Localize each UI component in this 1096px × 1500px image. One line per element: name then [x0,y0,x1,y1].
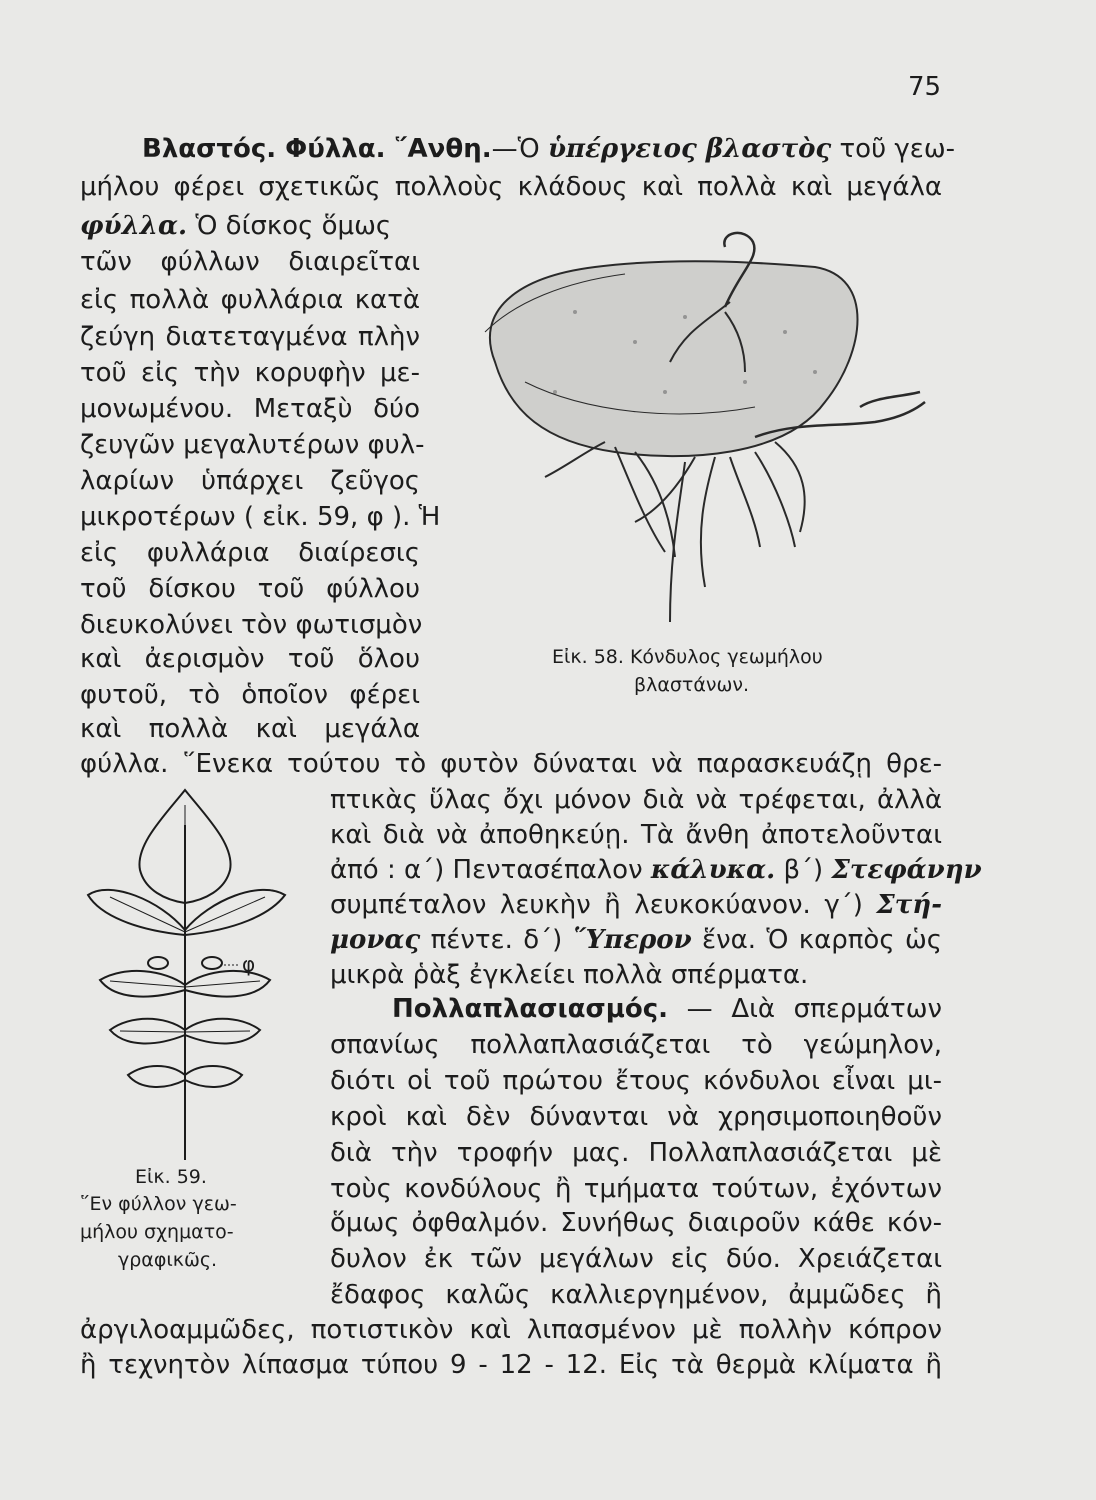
text-line: τοὺς κονδύλους ἢ τμήματα τούτων, ἐχόντων [330,1174,942,1204]
text-line: ὅμως ὀφθαλμόν. Συνήθως διαιροῦν κάθε κόν- [330,1208,942,1238]
page-number: 75 [908,72,942,102]
text-line: ἀργιλοαμμῶδες, ποτιστικὸν καὶ λιπασμένον μὲ πολλὴν κόπρον [80,1315,942,1345]
figure-58-caption: Εἰκ. 58. Κόνδυλος γεωμήλου [552,646,823,668]
text-line: τῶν φύλλων διαιρεῖται [80,247,420,277]
figure-59-caption: γραφικῶς. [118,1249,218,1271]
section-heading: Βλαστός. Φύλλα. ῞Ανθη. [142,134,492,164]
text-line: ζευγῶν μεγαλυτέρων φυλ- [80,430,425,460]
text-line: ζεύγη διατεταγμένα πλὴν [80,322,420,352]
term: φύλλα. [80,211,188,241]
figure-59-caption: ῞Εν φύλλον γεω- [80,1193,237,1215]
text-line: μονας πέντε. δ΄) ῞Υπερον ἕνα. Ὁ καρπὸς ὡς [330,925,942,955]
text-line: συμπέταλον λευκὴν ἢ λευκοκύανον. γ΄) Στή- [330,890,942,920]
text-line: διὰ τὴν τροφήν μας. Πολλαπλασιάζεται μὲ [330,1138,942,1168]
text-line: τοῦ εἰς τὴν κορυφὴν με- [80,358,420,388]
figure-59-caption: μήλου σχηματο- [80,1221,234,1243]
figure-58-potato-tuber [455,222,945,642]
text-line: ἔδαφος καλῶς καλλιεργημένον, ἀμμῶδες ἢ [330,1280,942,1310]
text-line: μήλου φέρει σχετικῶς πολλοὺς κλάδους καὶ πολλὰ καὶ μεγάλα [80,172,942,202]
figure-58-caption: βλαστάνων. [634,674,750,696]
term: μονας [330,925,421,955]
text-line: καὶ διὰ νὰ ἀποθηκεύῃ. Τὰ ἄνθη ἀποτελοῦνται [330,820,942,850]
term: ὑπέργειος βλαστὸς [547,134,832,164]
text-line: διευκολύνει τὸν φωτισμὸν [80,610,423,640]
text-line: τοῦ δίσκου τοῦ φύλλου [80,574,420,604]
text-line: φύλλα. ῞Ενεκα τούτου τὸ φυτὸν δύναται νὰ παρασκευάζῃ θρε- [80,749,942,779]
text-line: φυτοῦ, τὸ ὁποῖον φέρει [80,680,420,710]
text-line: καὶ ἀερισμὸν τοῦ ὅλου [80,644,420,674]
text-line: ἀπό : α΄) Πεντασέπαλον κάλυκα. β΄) Στεφάνην [330,855,982,885]
text-line: μικρὰ ῥὰξ ἐγκλείει πολλὰ σπέρματα. [330,960,809,990]
section-heading: Πολλαπλασιασμός. [392,994,669,1024]
text-line: λαρίων ὑπάρχει ζεῦγος [80,466,420,496]
text-line: εἰς φυλλάρια διαίρεσις [80,538,420,568]
text-line: Πολλαπλασιασμός. — Διὰ σπερμάτων [392,994,942,1024]
text-line: ἢ τεχνητὸν λίπασμα τύπου 9 - 12 - 12. Εἰς τὰ θερμὰ κλίματα ἢ [80,1350,942,1380]
text-line: σπανίως πολλαπλασιάζεται τὸ γεώμηλον, [330,1030,942,1060]
term: ῞Υπερον [572,925,692,955]
text-line: διότι οἱ τοῦ πρώτου ἔτους κόνδυλοι εἶναι μι- [330,1066,942,1096]
term: Στή- [876,890,942,920]
figure-59-label: φ [242,952,256,976]
text-line: πτικὰς ὕλας ὄχι μόνον διὰ νὰ τρέφεται, ἀλλὰ [330,785,942,815]
figure-59-potato-leaf [80,785,300,1165]
text-line: μονωμένου. Μεταξὺ δύο [80,394,420,424]
text-line: κροὶ καὶ δὲν δύνανται νὰ χρησιμοποιηθοῦν [330,1102,942,1132]
text-line: Βλαστός. Φύλλα. ῞Ανθη.—Ὁ ὑπέργειος βλαστὸς τοῦ γεω- [142,134,955,164]
text-line: μικροτέρων ( εἰκ. 59, φ ). Ἡ [80,502,441,532]
text-line: εἰς πολλὰ φυλλάρια κατὰ [80,285,420,315]
text-line: δυλον ἐκ τῶν μεγάλων εἰς δύο. Χρειάζεται [330,1244,942,1274]
term: κάλυκα. [650,855,776,885]
text-line: φύλλα. Ὁ δίσκος ὅμως [80,211,392,241]
term: Στεφάνην [831,855,982,885]
figure-59-caption: Εἰκ. 59. [135,1166,207,1188]
text-line: καὶ πολλὰ καὶ μεγάλα [80,714,420,744]
